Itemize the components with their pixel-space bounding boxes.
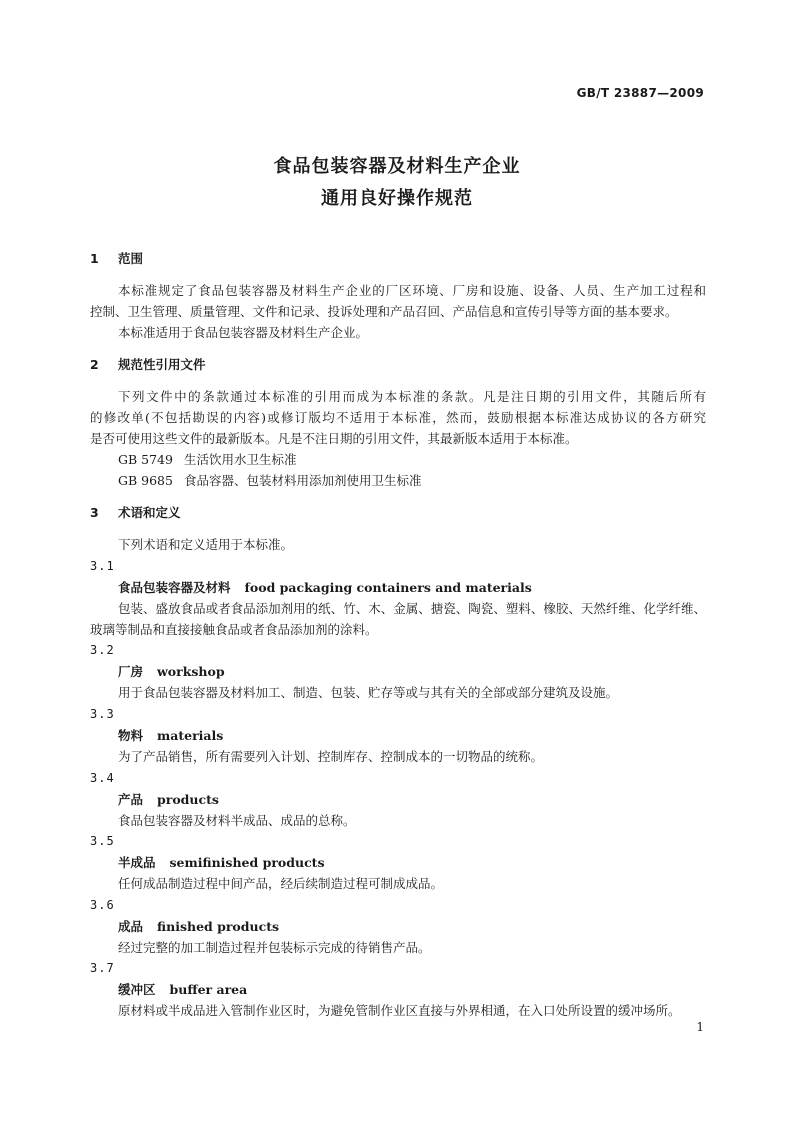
section-title: 范围 xyxy=(118,251,144,266)
term-zh: 食品包装容器及材料 xyxy=(118,580,231,595)
term-zh: 厂房 xyxy=(118,664,144,679)
paragraph-line: 的修改单(不包括勘误的内容)或修订版均不适用于本标准，然而，鼓励根据本标准达成协议的各方研究 xyxy=(90,410,706,425)
term-definition: 包装、盛放食品或者食品添加剂用的纸、竹、木、金属、搪瓷、陶瓷、塑料、橡胶、天然纤维、化学纤维、 xyxy=(118,601,706,616)
term-zh: 缓冲区 xyxy=(118,982,156,997)
paragraph-line: 下列术语和定义适用于本标准。 xyxy=(118,537,294,552)
reference-code: GB 5749 xyxy=(118,452,173,467)
document-title-line-2: 通用良好操作规范 xyxy=(321,188,473,209)
term-zh: 成品 xyxy=(118,919,144,934)
document-title-line-1: 食品包装容器及材料生产企业 xyxy=(273,156,521,177)
reference-title: 食品容器、包装材料用添加剂使用卫生标准 xyxy=(184,473,422,488)
section-title: 规范性引用文件 xyxy=(118,357,206,372)
term-en: workshop xyxy=(157,664,225,679)
term-definition: 原材料或半成品进入管制作业区时，为避免管制作业区直接与外界相通，在入口处所设置的缓冲场所。 xyxy=(118,1003,681,1018)
section-2-heading xyxy=(90,354,706,375)
term-definition: 为了产品销售，所有需要列入计划、控制库存、控制成本的一切物品的统称。 xyxy=(118,749,544,764)
term-number: 3.5 xyxy=(90,834,115,848)
term-definition: 经过完整的加工制造过程并包装标示完成的待销售产品。 xyxy=(118,940,431,955)
term-heading xyxy=(118,789,706,810)
section-title: 术语和定义 xyxy=(118,505,181,520)
section-number: 1 xyxy=(90,251,99,266)
term-definition: 用于食品包装容器及材料加工、制造、包装、贮存等或与其有关的全部或部分建筑及设施。 xyxy=(118,685,619,700)
term-definition: 食品包装容器及材料半成品、成品的总称。 xyxy=(118,813,356,828)
term-definition: 玻璃等制品和直接接触食品或者食品添加剂的涂料。 xyxy=(90,622,378,637)
reference-code: GB 9685 xyxy=(118,473,173,488)
reference-title: 生活饮用水卫生标准 xyxy=(184,452,297,467)
term-number: 3.1 xyxy=(90,559,115,573)
term-number: 3.7 xyxy=(90,961,115,975)
term-zh: 物料 xyxy=(118,728,144,743)
page-number: 1 xyxy=(696,1020,704,1034)
term-en: finished products xyxy=(157,919,280,934)
paragraph-line: 本标准规定了食品包装容器及材料生产企业的厂区环境、厂房和设施、设备、人员、生产加工过程和 xyxy=(118,283,706,298)
normative-reference xyxy=(118,470,706,491)
term-number: 3.4 xyxy=(90,771,115,785)
term-heading xyxy=(118,852,706,873)
term-heading xyxy=(118,979,706,1000)
term-heading xyxy=(118,916,706,937)
term-en: semifinished products xyxy=(169,855,325,870)
paragraph-line: 控制、卫生管理、质量管理、文件和记录、投诉处理和产品召回、产品信息和宣传引导等方面的基本要求。 xyxy=(90,304,678,319)
section-number: 3 xyxy=(90,505,99,520)
section-number: 2 xyxy=(90,357,99,372)
standard-number: GB/T 23887—2009 xyxy=(576,86,704,100)
term-definition: 任何成品制造过程中间产品，经后续制造过程可制成成品。 xyxy=(118,876,444,891)
term-heading xyxy=(118,661,706,682)
term-en: materials xyxy=(157,728,224,743)
term-zh: 产品 xyxy=(118,792,144,807)
term-number: 3.6 xyxy=(90,898,115,912)
term-number: 3.2 xyxy=(90,643,115,657)
paragraph-line: 下列文件中的条款通过本标准的引用而成为本标准的条款。凡是注日期的引用文件，其随后所有 xyxy=(118,389,706,404)
paragraph-line: 本标准适用于食品包装容器及材料生产企业。 xyxy=(118,325,369,340)
term-zh: 半成品 xyxy=(118,855,156,870)
section-3-heading xyxy=(90,502,706,523)
term-heading xyxy=(118,725,706,746)
term-en: food packaging containers and materials xyxy=(244,580,532,595)
term-en: buffer area xyxy=(169,982,248,997)
normative-reference xyxy=(118,449,706,470)
term-en: products xyxy=(157,792,219,807)
term-heading xyxy=(118,577,706,598)
section-1-heading xyxy=(90,248,706,269)
term-number: 3.3 xyxy=(90,707,115,721)
paragraph-line: 是否可使用这些文件的最新版本。凡是不注日期的引用文件，其最新版本适用于本标准。 xyxy=(90,431,578,446)
